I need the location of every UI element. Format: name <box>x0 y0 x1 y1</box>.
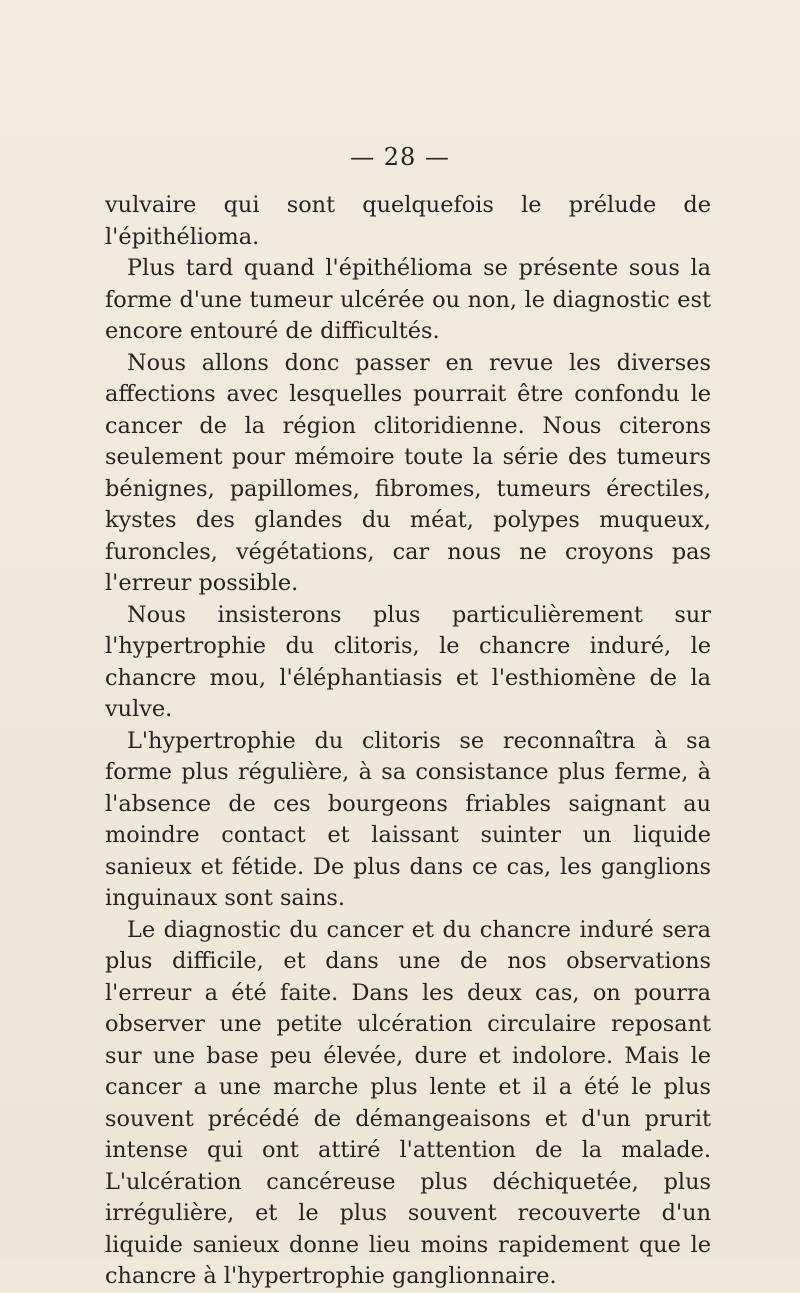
page-number: — 28 — <box>350 143 450 171</box>
body-text <box>105 190 711 1293</box>
paragraph: Nous allons donc passer en revue les diverses affections avec lesquelles pourrait être confondu le cancer de la région clitoridienne. Nous citerons seulement pour mémoire toute la série des tumeurs bénignes, papillomes, fibromes, tumeurs érectiles, kystes des glandes du méat, polypes muqueux, furoncles, végétations, car nous ne croyons pas l'erreur possible. <box>105 349 711 596</box>
paragraph: L'hypertrophie du clitoris se reconnaîtra à sa forme plus régulière, à sa consistance plus ferme, à l'absence de ces bourgeons friables saignant au moindre contact et laissant suinter un liquide sanieux et fétide. De plus dans ce cas, les ganglions inguinaux sont sains. <box>105 727 711 911</box>
paragraph: Le diagnostic du cancer et du chancre induré sera plus difficile, et dans une de nos observations l'erreur a été faite. Dans les deux cas, on pourra observer une petite ulcération circulaire reposant sur une base peu élevée, dure et indolore. Mais le cancer a une marche plus lente et il a été le plus souvent précédé de démangeaisons et d'un prurit intense qui ont attiré l'attention de la malade. L'ulcération cancéreuse plus déchiquetée, plus irrégulière, et le plus souvent recouverte d'un liquide sanieux donne lieu moins rapidement que le chancre à l'hypertrophie ganglionnaire. <box>105 916 711 1289</box>
paragraph: vulvaire qui sont quelquefois le prélude de l'épithélioma. <box>105 192 711 250</box>
paragraph: Plus tard quand l'épithélioma se présente sous la forme d'une tumeur ulcérée ou non, le diagnostic est encore entouré de difficultés. <box>105 255 711 344</box>
paragraph: Nous insisterons plus particulièrement sur l'hypertrophie du clitoris, le chancre induré, le chancre mou, l'éléphantiasis et l'esthiomène de la vulve. <box>105 601 711 722</box>
